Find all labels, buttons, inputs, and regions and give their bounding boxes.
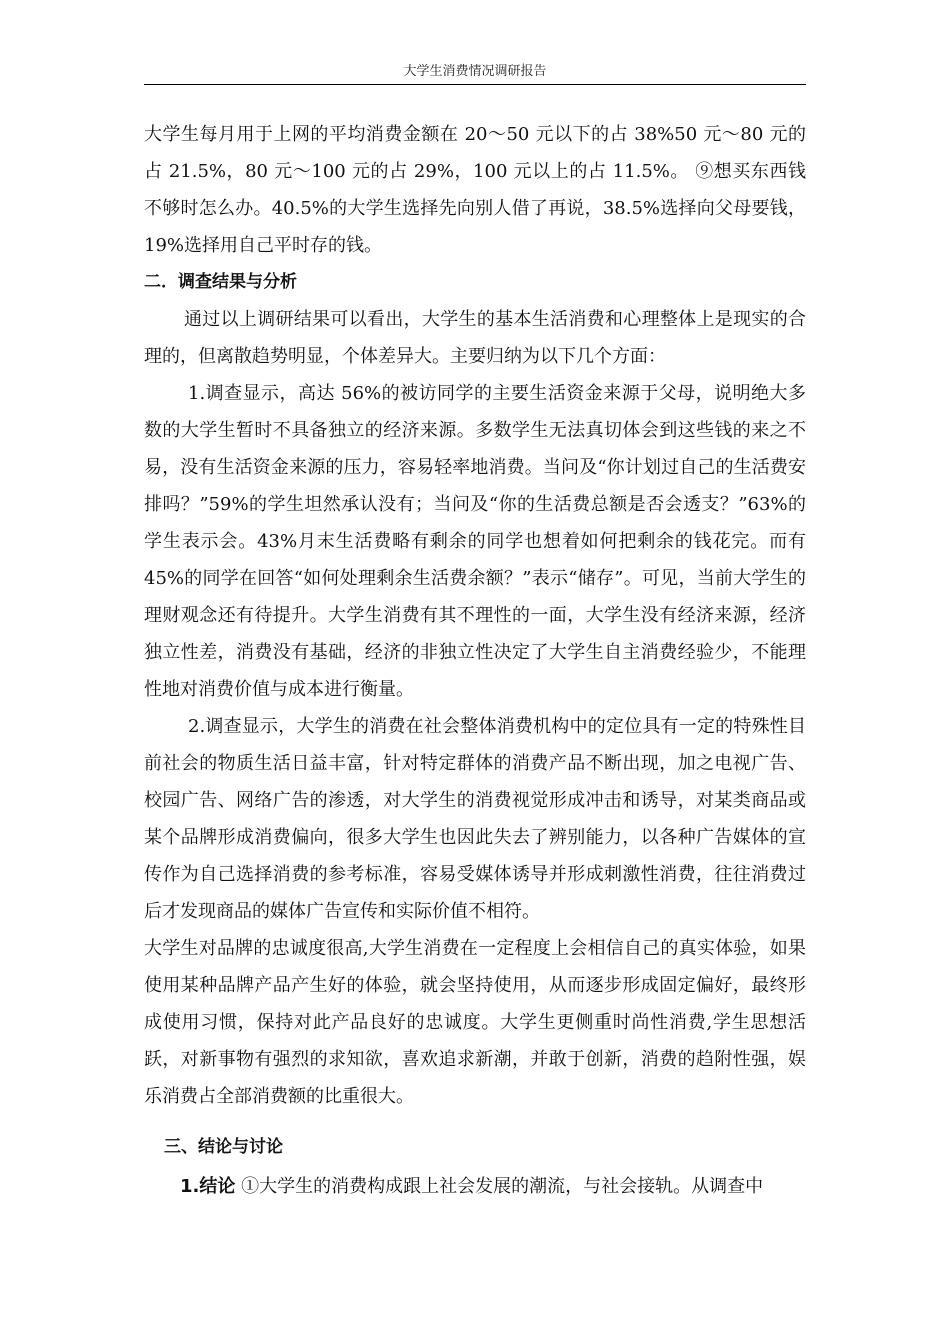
section-heading-conclusion: 三、结论与讨论 bbox=[164, 1137, 283, 1157]
section-heading-results: 二．调查结果与分析 bbox=[144, 272, 297, 292]
conclusion-text: ①大学生的消费构成跟上社会发展的潮流，与社会接轨。从调查中 bbox=[235, 1176, 764, 1197]
document-body bbox=[144, 116, 806, 1205]
paragraph-internet-spending: 大学生每月用于上网的平均消费金额在 20～50 元以下的占 38%50 元～80 元的占 21.5%，80 元～100 元的占 29%，100 元以上的占 11.5%。 ⑨想买东西钱不够时怎么办。40.5%的大学生选择先向别人借了再说，38.5%选择向父母要钱，19%选择用自己平时存的钱。 bbox=[144, 124, 806, 256]
running-header: 大学生消费情况调研报告 bbox=[403, 64, 547, 79]
header-rule bbox=[144, 84, 806, 85]
paragraph-conclusion bbox=[144, 1168, 806, 1205]
paragraph-finding-1: 1.调查显示，高达 56%的被访同学的主要生活资金来源于父母，说明绝大多数的大学生暂时不具备独立的经济来源。多数学生无法真切体会到这些钱的来之不易，没有生活资金来源的压力，容易轻率地消费。当问及“你计划过自己的生活费安排吗？”59%的学生坦然承认没有；当问及“你的生活费总额是否会透支？”63%的学生表示会。43%月末生活费略有剩余的同学也想着如何把剩余的钱花完。而有 45%的同学在回答“如何处理剩余生活费余额？”表示“储存”。可见，当前大学生的理财观念还有待提升。大学生消费有其不理性的一面，大学生没有经济来源，经济独立性差，消费没有基础，经济的非独立性决定了大学生自主消费经验少，不能理性地对消费价值与成本进行衡量。 bbox=[144, 383, 806, 700]
conclusion-label: 1.结论 bbox=[180, 1176, 236, 1197]
paragraph-brand-loyalty: 大学生对品牌的忠诚度很高,大学生消费在一定程度上会相信自己的真实体验，如果使用某种品牌产品产生好的体验，就会坚持使用，从而逐步形成固定偏好，最终形成使用习惯，保持对此产品良好的忠诚度。大学生更侧重时尚性消费,学生思想活跃，对新事物有强烈的求知欲，喜欢追求新潮，并敢于创新，消费的趋附性强，娱乐消费占全部消费额的比重很大。 bbox=[144, 938, 806, 1107]
paragraph-summary: 通过以上调研结果可以看出，大学生的基本生活消费和心理整体上是现实的合理的，但离散趋势明显，个体差异大。主要归纳为以下几个方面： bbox=[144, 309, 806, 367]
paragraph-finding-2: 2.调查显示，大学生的消费在社会整体消费机构中的定位具有一定的特殊性目前社会的物质生活日益丰富，针对特定群体的消费产品不断出现，加之电视广告、校园广告、网络广告的渗透，对大学生的消费视觉形成冲击和诱导，对某类商品或某个品牌形成消费偏向，很多大学生也因此失去了辨别能力，以各种广告媒体的宣传作为自己选择消费的参考标准，容易受媒体诱导并形成刺激性消费，往往消费过后才发现商品的媒体广告宣传和实际价值不相符。 bbox=[144, 716, 806, 922]
